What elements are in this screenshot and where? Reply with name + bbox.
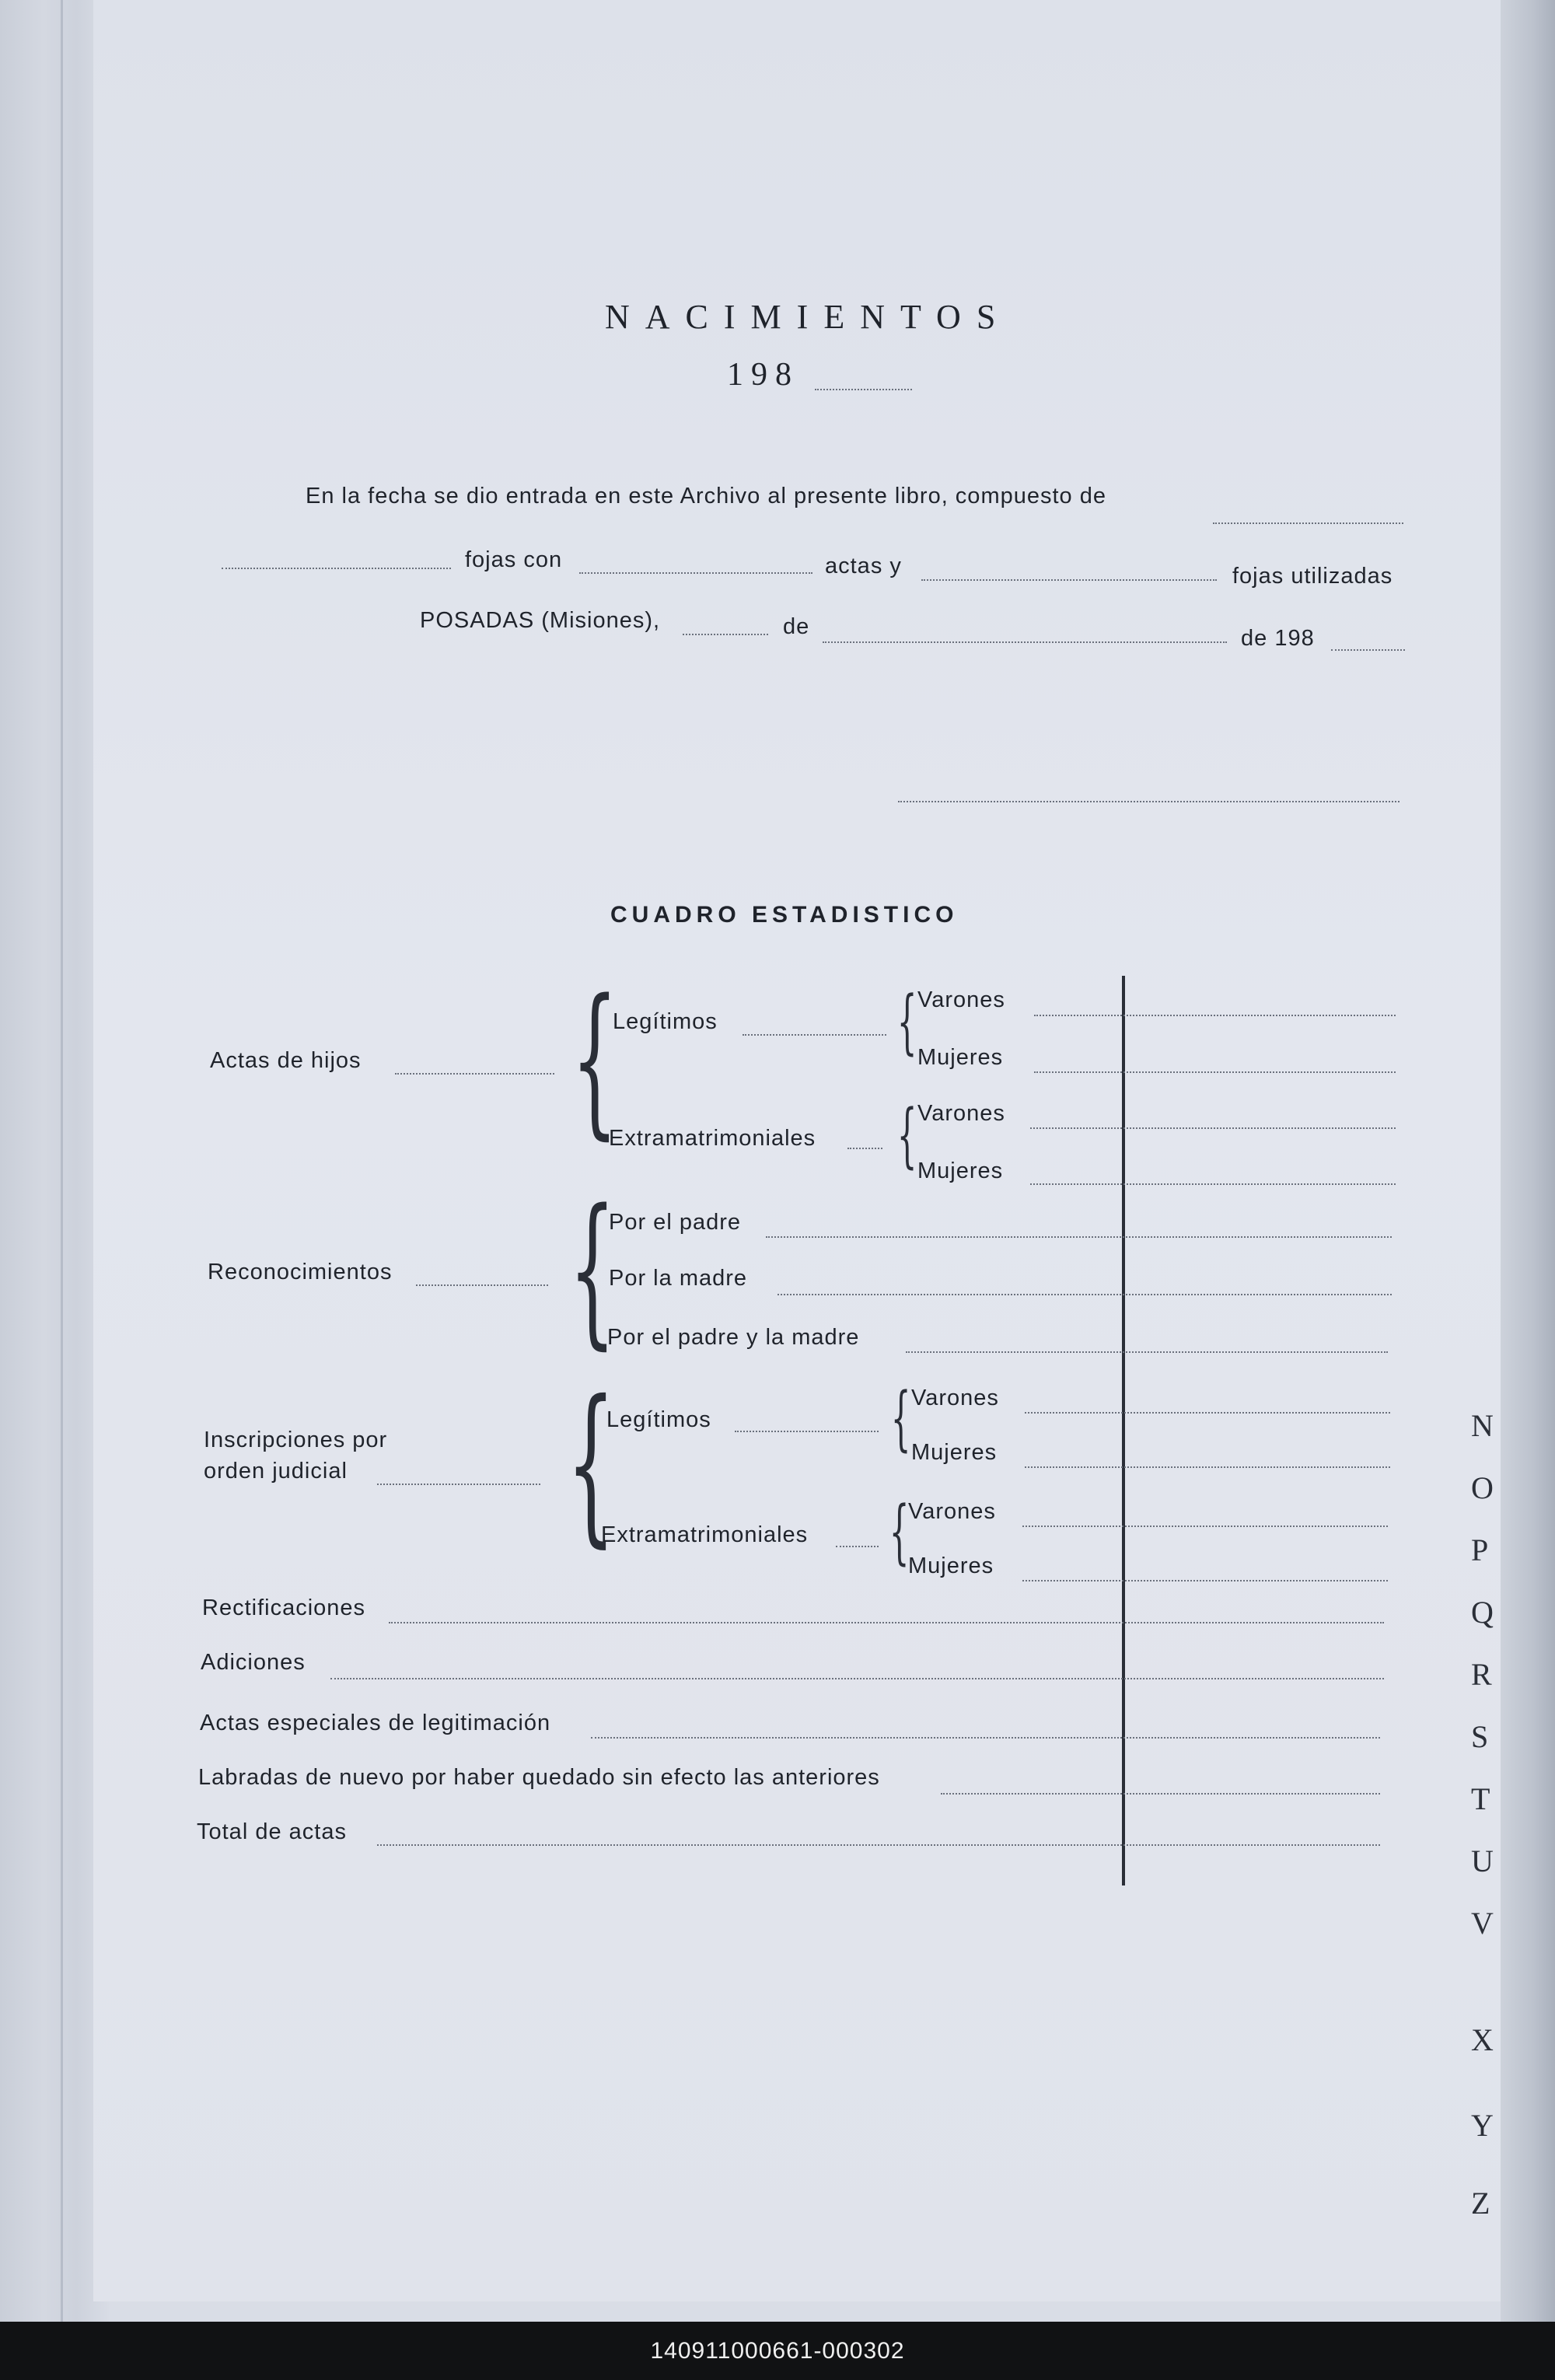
index-tab: Q [1471,1595,1494,1630]
label-extramatrimoniales-2: Extramatrimoniales [601,1522,809,1547]
entry-total-actas [377,1844,1380,1846]
entry-mujeres-1 [1034,1071,1396,1073]
signature-line [898,801,1400,802]
leader-dots [377,1484,540,1485]
leader-dots [416,1284,548,1286]
index-tab: Z [1471,2186,1490,2221]
blank-year [1331,649,1405,651]
label-total-actas: Total de actas [197,1819,347,1844]
label-varones-3: Varones [911,1386,999,1410]
index-tab: V [1471,1906,1494,1941]
entry-mujeres-4 [1022,1580,1388,1581]
entry-varones-1 [1034,1015,1396,1016]
entry-adiciones [330,1678,1384,1679]
brace-legitimos-1: { [896,981,917,1063]
brace-extramatrimoniales-2: { [889,1491,910,1573]
label-rectificaciones: Rectificaciones [202,1595,366,1620]
page-title: NACIMIENTOS [605,298,1012,336]
blank-fojas-utilizadas [921,579,1217,581]
label-de: de [783,614,810,639]
brace-inscripciones: { [566,1364,616,1563]
entry-mujeres-3 [1025,1466,1390,1468]
entry-actas-especiales [591,1737,1380,1739]
leader-dots [847,1148,882,1149]
label-mujeres-2: Mujeres [917,1159,1004,1183]
index-tab: R [1471,1657,1492,1692]
entry-por-el-padre [766,1236,1392,1238]
entry-por-la-madre [778,1294,1392,1295]
entry-varones-4 [1022,1526,1388,1527]
label-mujeres-4: Mujeres [908,1553,994,1578]
label-por-el-padre: Por el padre [609,1210,741,1235]
blank-actas [579,572,812,574]
index-tab: X [1471,2022,1494,2057]
label-fojas-utilizadas: fojas utilizadas [1232,564,1393,589]
leader-dots [735,1431,879,1432]
leader-dots [836,1546,879,1547]
label-varones-1: Varones [917,987,1005,1012]
label-varones-2: Varones [917,1101,1005,1126]
index-tab: P [1471,1532,1489,1567]
blank-day [683,634,768,635]
year-blank [815,389,912,390]
brace-legitimos-2: { [890,1378,911,1459]
alphabet-index-tabs [1462,1213,1524,2278]
label-labradas: Labradas de nuevo por haber quedado sin efecto las anteriores [198,1765,880,1790]
intro-line-1: En la fecha se dio entrada en este Archivo al presente libro, compuesto de [306,484,1106,509]
label-por-la-madre: Por la madre [609,1266,748,1291]
entry-rectificaciones [389,1622,1384,1623]
label-mujeres-3: Mujeres [911,1440,998,1465]
value-column-divider [1122,976,1125,1885]
brace-actas-hijos: { [571,964,618,1155]
index-tab: N [1471,1408,1494,1443]
leader-dots [395,1073,554,1075]
label-actas-de-hijos: Actas de hijos [210,1048,362,1073]
index-tab: Y [1471,2108,1494,2143]
label-fojas-con: fojas con [465,547,563,572]
label-extramatrimoniales-1: Extramatrimoniales [609,1126,816,1151]
index-tab: U [1471,1844,1494,1878]
blank-fojas-total [1213,522,1403,524]
label-varones-4: Varones [908,1499,996,1524]
document-id: 140911000661-000302 [650,2337,905,2364]
binding-edge [0,0,109,2322]
leader-dots [743,1034,886,1036]
year-prefix: 198 [727,357,799,393]
brace-reconocimientos: { [568,1174,616,1365]
entry-varones-3 [1025,1412,1390,1414]
entry-labradas [941,1793,1380,1795]
entry-por-ambos [906,1351,1388,1353]
label-actas-y: actas y [825,554,902,578]
blank-month [823,641,1227,643]
label-legitimos-2: Legítimos [606,1407,711,1432]
index-tab: O [1471,1470,1494,1505]
blank-fojas-count [222,568,451,569]
label-de-198: de 198 [1241,626,1315,651]
entry-varones-2 [1030,1127,1396,1129]
stats-heading: CUADRO ESTADISTICO [610,902,959,928]
label-actas-especiales: Actas especiales de legitimación [200,1711,551,1735]
brace-extramatrimoniales-1: { [896,1095,917,1176]
label-mujeres-1: Mujeres [917,1045,1004,1070]
label-inscripciones-2: orden judicial [204,1459,348,1484]
entry-mujeres-2 [1030,1183,1396,1185]
index-tab: S [1471,1719,1489,1754]
index-tab: T [1471,1781,1490,1816]
label-place: POSADAS (Misiones), [420,608,661,633]
label-inscripciones-1: Inscripciones por [204,1428,388,1452]
label-adiciones: Adiciones [201,1650,306,1675]
footer-strip [0,2322,1555,2380]
label-por-ambos: Por el padre y la madre [607,1325,860,1350]
label-reconocimientos: Reconocimientos [208,1260,393,1284]
label-legitimos-1: Legítimos [613,1009,718,1034]
